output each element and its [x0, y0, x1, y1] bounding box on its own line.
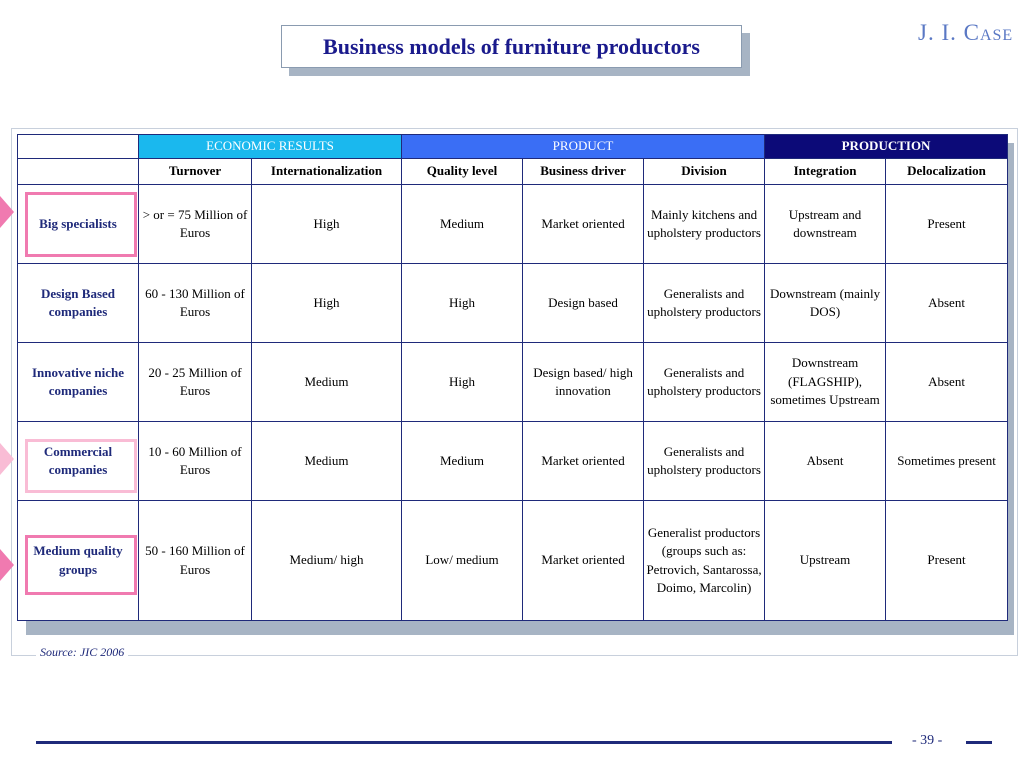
table-row: [18, 422, 1008, 501]
table-cell: Present: [886, 501, 1008, 621]
highlight-commercial-companies: [25, 439, 137, 493]
table-row: [18, 501, 1008, 621]
table-cell: Present: [886, 185, 1008, 264]
economic-results-header: ECONOMIC RESULTS: [139, 135, 402, 159]
table-cell: > or = 75 Million of Euros: [139, 185, 252, 264]
table-cell: Generalist productors (groups such as: Petrovich, Santarossa, Doimo, Marcolin): [644, 501, 765, 621]
row-header: Innovative niche companies: [18, 343, 139, 422]
row-header: Commercial companies: [18, 422, 139, 501]
group-header-row: [18, 135, 1008, 159]
footer-line: [36, 741, 892, 744]
production-header: PRODUCTION: [765, 135, 1008, 159]
table-cell: Generalists and upholstery productors: [644, 422, 765, 501]
table-cell: Design based: [523, 264, 644, 343]
column-header: Division: [644, 159, 765, 185]
table-row: [18, 343, 1008, 422]
table-cell: 60 - 130 Million of Euros: [139, 264, 252, 343]
table-cell: Absent: [886, 264, 1008, 343]
table-cell: 50 - 160 Million of Euros: [139, 501, 252, 621]
column-header: Business driver: [523, 159, 644, 185]
product-header: PRODUCT: [402, 135, 765, 159]
table-cell: Absent: [886, 343, 1008, 422]
source-note: Source: JIC 2006: [36, 645, 128, 660]
arrow-marker: [0, 549, 14, 581]
table-row: [18, 264, 1008, 343]
table-cell: Generalists and upholstery productors: [644, 264, 765, 343]
arrow-marker: [0, 196, 14, 228]
table-cell: High: [252, 185, 402, 264]
table-cell: Market oriented: [523, 501, 644, 621]
table-cell: Absent: [765, 422, 886, 501]
table-cell: 20 - 25 Million of Euros: [139, 343, 252, 422]
row-header: Medium quality groups: [18, 501, 139, 621]
column-header: Quality level: [402, 159, 523, 185]
table-cell: Generalists and upholstery productors: [644, 343, 765, 422]
table-cell: High: [402, 264, 523, 343]
column-header: Integration: [765, 159, 886, 185]
table-cell: Sometimes present: [886, 422, 1008, 501]
table-cell: High: [402, 343, 523, 422]
table-cell: Mainly kitchens and upholstery productors: [644, 185, 765, 264]
table-cell: Low/ medium: [402, 501, 523, 621]
table-cell: Medium: [402, 185, 523, 264]
column-header-row: [18, 159, 1008, 185]
table-cell: Market oriented: [523, 422, 644, 501]
table-cell: Medium/ high: [252, 501, 402, 621]
table-cell: Upstream and downstream: [765, 185, 886, 264]
arrow-marker: [0, 443, 14, 475]
title-box: [281, 25, 742, 68]
column-header: Internationalization: [252, 159, 402, 185]
column-header: Delocalization: [886, 159, 1008, 185]
page-number: - 39 -: [912, 733, 943, 748]
table-cell: Downstream (FLAGSHIP), sometimes Upstream: [765, 343, 886, 422]
highlight-medium-quality-groups: [25, 535, 137, 595]
row-header: Big specialists: [18, 185, 139, 264]
table-cell: Medium: [252, 343, 402, 422]
table-cell: Market oriented: [523, 185, 644, 264]
table-cell: High: [252, 264, 402, 343]
table-cell: Upstream: [765, 501, 886, 621]
table-cell: 10 - 60 Million of Euros: [139, 422, 252, 501]
corner-cell: [18, 135, 139, 159]
corner-cell-2: [18, 159, 139, 185]
table-cell: Medium: [402, 422, 523, 501]
slide-title: Business models of furniture productors: [323, 33, 700, 59]
business-models-table: [17, 134, 1008, 621]
row-header: Design Based companies: [18, 264, 139, 343]
highlight-big-specialists: [25, 192, 137, 257]
footer-line-right: [966, 741, 992, 744]
table-row: [18, 185, 1008, 264]
company-logo: J. I. Case: [918, 20, 1014, 45]
column-header: Turnover: [139, 159, 252, 185]
table-cell: Medium: [252, 422, 402, 501]
table-cell: Downstream (mainly DOS): [765, 264, 886, 343]
table-cell: Design based/ high innovation: [523, 343, 644, 422]
